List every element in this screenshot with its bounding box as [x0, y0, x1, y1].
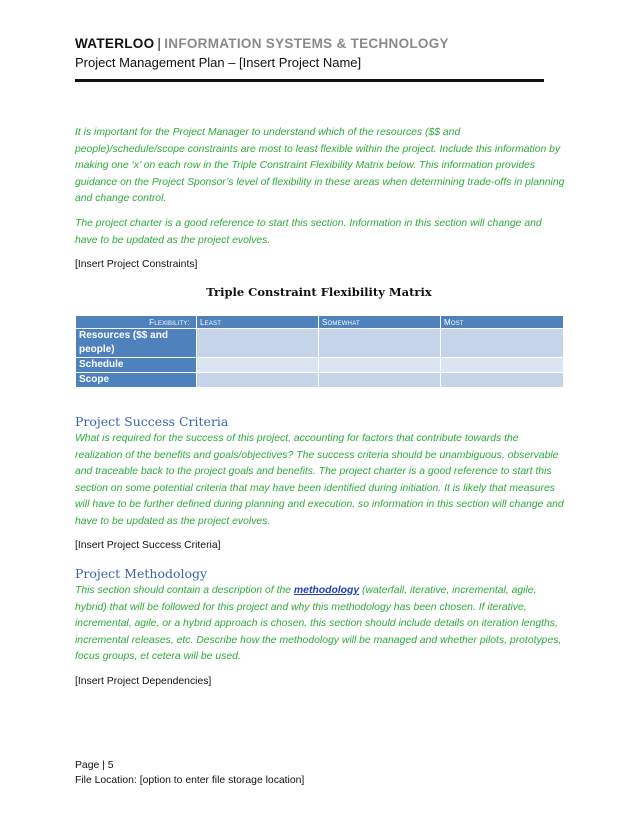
flexibility-matrix	[75, 315, 564, 388]
cell-scope-least[interactable]	[197, 373, 319, 388]
cell-schedule-most[interactable]	[441, 358, 564, 373]
page-label: Page	[75, 760, 100, 771]
cell-schedule-somewhat[interactable]	[319, 358, 441, 373]
methodology-instruction	[75, 583, 565, 666]
methodology-link[interactable]: methodology	[293, 585, 360, 596]
row-label-resources: Resources ($$ and people)	[76, 329, 197, 358]
row-label-scope: Scope	[76, 373, 197, 388]
header-somewhat: Somewhat	[319, 316, 441, 329]
matrix-row-resources	[76, 329, 564, 358]
cell-schedule-least[interactable]	[197, 358, 319, 373]
matrix-row-scope	[76, 373, 564, 388]
cell-resources-least[interactable]	[197, 329, 319, 358]
matrix-header-row	[76, 316, 564, 329]
methodology-text-start: This section should contain a description of the	[75, 585, 294, 596]
file-location: File Location: [option to enter file storage location]	[75, 775, 305, 786]
department-name: INFORMATION SYSTEMS & TECHNOLOGY	[164, 36, 449, 51]
intro-charter-note: The project charter is a good reference to start this section. Information in this section will change and have to be updated as the project evolves.	[75, 218, 542, 246]
page-number: 5	[107, 760, 114, 771]
methodology-heading: Project Methodology	[75, 566, 208, 581]
row-label-schedule: Schedule	[76, 358, 197, 373]
document-title: Project Management Plan – [Insert Project Name]	[75, 55, 362, 70]
cell-scope-most[interactable]	[441, 373, 564, 388]
success-criteria-heading: Project Success Criteria	[75, 414, 229, 429]
methodology-text-end: (waterfall, iterative, incremental, agile, hybrid) that will be followed for this project and why this methodology has been chosen. If iterative, incremental, agile, or a hybrid approach is chosen, this section should include details on iteration lengths, incremental releases, etc. Describe how the methodology will be managed and whether pilots, prototypes, focus groups, et cetera will be used.	[75, 585, 562, 662]
success-criteria-placeholder: [Insert Project Success Criteria]	[75, 540, 221, 551]
cell-scope-somewhat[interactable]	[319, 373, 441, 388]
page-number-line	[75, 760, 114, 771]
header-separator: |	[157, 36, 162, 51]
header-brand	[75, 36, 449, 51]
dependencies-placeholder: [Insert Project Dependencies]	[75, 676, 212, 687]
header-flexibility: Flexibility:	[76, 316, 197, 329]
cell-resources-most[interactable]	[441, 329, 564, 358]
header-divider	[75, 79, 544, 82]
university-name: WATERLOO	[75, 36, 155, 51]
matrix-row-schedule	[76, 358, 564, 373]
success-criteria-instruction: What is required for the success of this project, accounting for factors that contribute towards the realization of the benefits and goals/objectives? The success criteria should be unambiguous, observable and traceable back to the project goals and benefits. The project charter is a good reference to start this section on some potential criteria that may have been identified during initiation. It is likely that measures will have to be further defined during planning and execution, so information in this section will change and have to be updated as the project evolves.	[75, 433, 564, 527]
matrix-title: Triple Constraint Flexibility Matrix	[206, 285, 432, 299]
cell-resources-somewhat[interactable]	[319, 329, 441, 358]
page-separator: |	[102, 760, 105, 771]
constraints-placeholder: [Insert Project Constraints]	[75, 259, 198, 270]
header-least: Least	[197, 316, 319, 329]
header-most: Most	[441, 316, 564, 329]
intro-instruction: It is important for the Project Manager to understand which of the resources ($$ and people)/schedule/scope constraints are most to least flexible within the project. Include this information by making one ‘x’ on each row in the Triple Constraint Flexibility Matrix below. This information provides guidance on the Project Sponsor’s level of flexibility in these areas when determining trade-offs in planning and change control.	[75, 127, 565, 204]
